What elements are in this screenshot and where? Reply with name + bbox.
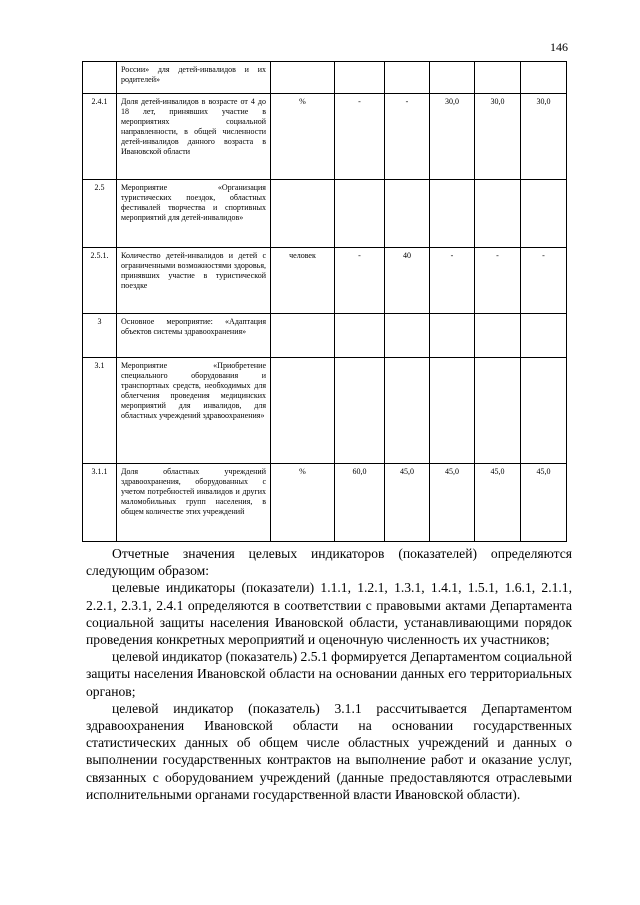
row-value (430, 358, 475, 464)
page-number: 146 (550, 40, 568, 54)
row-description: России» для детей-инвалидов и их родителей» (117, 62, 271, 94)
row-value: 45,0 (430, 464, 475, 542)
row-value (521, 62, 567, 94)
row-number: 2.5 (83, 180, 117, 248)
row-value: 30,0 (430, 94, 475, 180)
paragraph: целевые индикаторы (показатели) 1.1.1, 1.2.1, 1.3.1, 1.4.1, 1.5.1, 1.6.1, 2.1.1, 2.2.1, 2.3.1, 2.4.1 определяются в соответствии с правовыми актами Департамента социальной защиты населения Ивановской области, устанавливающими порядок проведения конкретных мероприятий и оценочную численность их участников; (86, 580, 572, 648)
row-value (475, 62, 521, 94)
row-value (475, 314, 521, 358)
paragraph: целевой индикатор (показатель) 3.1.1 рассчитывается Департаментом здравоохранения Ивановской области на основании государственных статистических данных об общем числе областных учреждений и данных о выполнении государственных контрактов на выполнение работ и оказание услуг, связанных с оборудованием учреждений (данные предоставляются отраслевыми исполнительными органами государственной власти Ивановской области). (86, 700, 572, 802)
row-description: Доля областных учреждений здравоохранения, оборудованных с учетом потребностей инвалидов и других маломобильных групп населения, в общем количестве этих учреждений (117, 464, 271, 542)
row-number: 2.5.1. (83, 248, 117, 314)
row-value: - (385, 94, 430, 180)
row-value (521, 314, 567, 358)
table-row (83, 62, 567, 94)
row-value (475, 180, 521, 248)
row-unit (271, 180, 335, 248)
row-value (335, 62, 385, 94)
paragraph: Отчетные значения целевых индикаторов (показателей) определяются следующим образом: (86, 546, 572, 579)
indicators-table (82, 61, 567, 542)
row-value: 30,0 (521, 94, 567, 180)
row-value (335, 314, 385, 358)
row-number (83, 62, 117, 94)
row-value (475, 358, 521, 464)
row-value (385, 62, 430, 94)
row-value (385, 314, 430, 358)
row-unit: % (271, 94, 335, 180)
row-value: - (521, 248, 567, 314)
row-description: Основное мероприятие: «Адаптация объектов системы здравоохранения» (117, 314, 271, 358)
row-value (430, 314, 475, 358)
row-description: Доля детей-инвалидов в возрасте от 4 до 18 лет, принявших участие в мероприятиях социальной направленности, в общей численности детей-инвалидов данного возраста в Ивановской области (117, 94, 271, 180)
row-value (430, 180, 475, 248)
row-number: 3.1.1 (83, 464, 117, 542)
table-row (83, 314, 567, 358)
table-row (83, 358, 567, 464)
row-value (521, 180, 567, 248)
row-value: - (475, 248, 521, 314)
row-unit: человек (271, 248, 335, 314)
row-value: 30,0 (475, 94, 521, 180)
table-row (83, 248, 567, 314)
row-number: 3.1 (83, 358, 117, 464)
table-row (83, 94, 567, 180)
row-unit (271, 314, 335, 358)
row-value: - (335, 94, 385, 180)
paragraph: целевой индикатор (показатель) 2.5.1 формируется Департаментом социальной защиты населения Ивановской области на основании данных его территориальных органов; (86, 649, 572, 699)
row-unit (271, 358, 335, 464)
row-number: 2.4.1 (83, 94, 117, 180)
body-text (86, 545, 572, 803)
row-value: 45,0 (521, 464, 567, 542)
table-row (83, 464, 567, 542)
row-value: 40 (385, 248, 430, 314)
row-unit: % (271, 464, 335, 542)
table-row (83, 180, 567, 248)
row-value (385, 358, 430, 464)
row-value (385, 180, 430, 248)
row-unit (271, 62, 335, 94)
row-value (335, 180, 385, 248)
row-value: 45,0 (475, 464, 521, 542)
row-value: 45,0 (385, 464, 430, 542)
row-value: - (335, 248, 385, 314)
row-value: 60,0 (335, 464, 385, 542)
row-value: - (430, 248, 475, 314)
row-description: Мероприятие «Организация туристических поездок, областных фестивалей творчества и спортивных мероприятий для детей-инвалидов» (117, 180, 271, 248)
row-description: Количество детей-инвалидов и детей с ограниченными возможностями здоровья, принявших участие в туристической поездке (117, 248, 271, 314)
row-value (430, 62, 475, 94)
row-description: Мероприятие «Приобретение специального оборудования и транспортных средств, необходимых для облегчения проведения медицинских мероприятий для инвалидов, для областных учреждений здравоохранения» (117, 358, 271, 464)
row-value (521, 358, 567, 464)
row-value (335, 358, 385, 464)
row-number: 3 (83, 314, 117, 358)
